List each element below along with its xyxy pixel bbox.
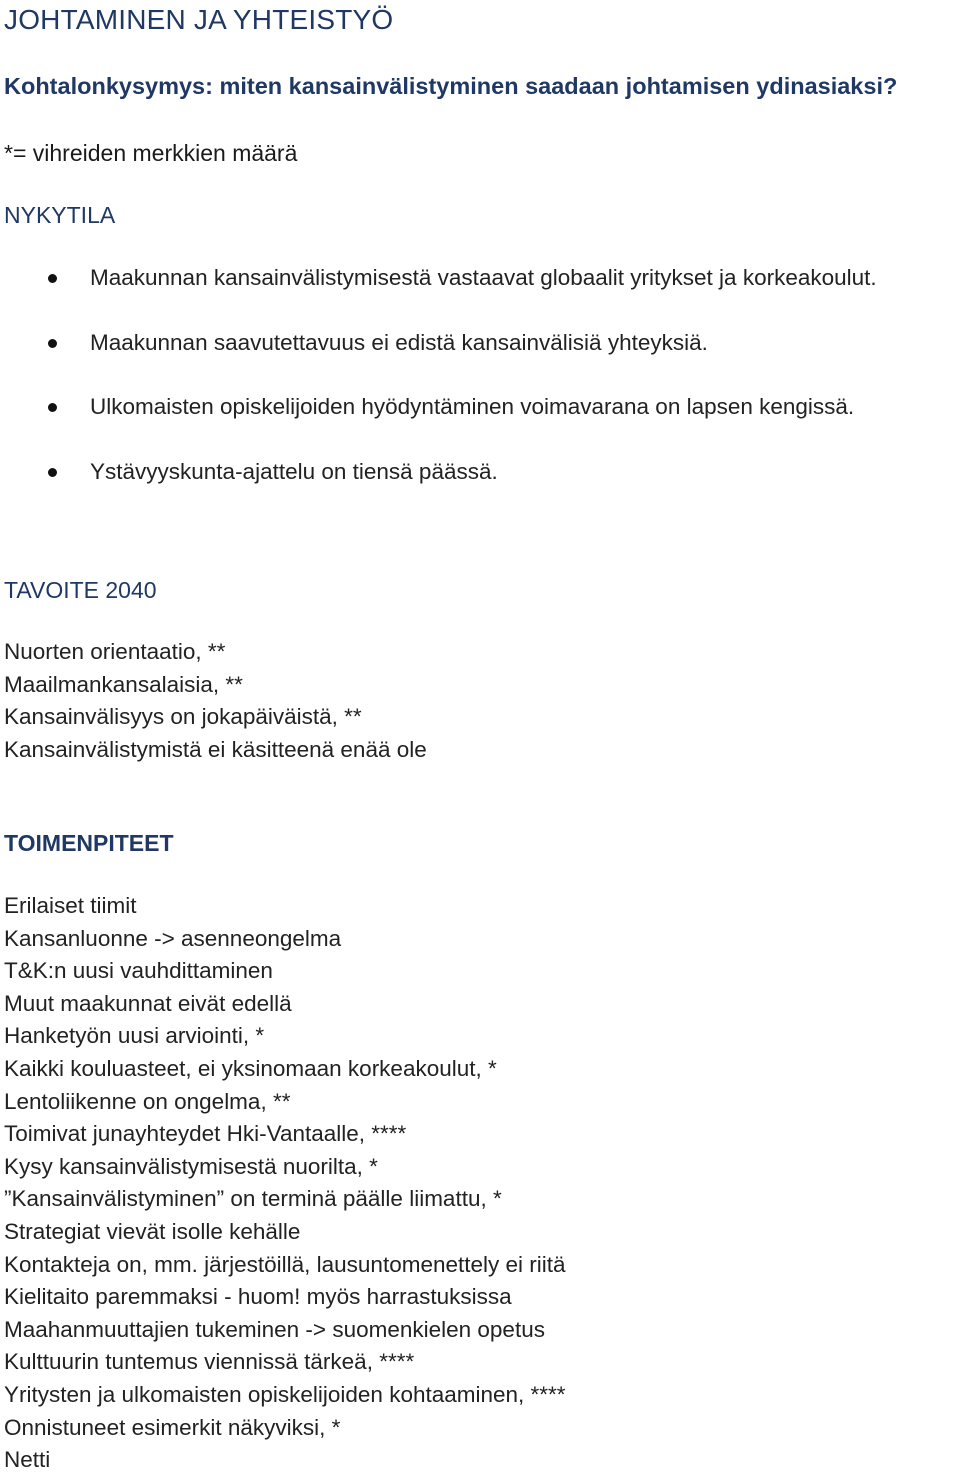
list-item: Netti: [4, 1447, 51, 1473]
goal-list: [4, 636, 427, 766]
list-item: [4, 392, 877, 457]
bullet-icon: [48, 274, 57, 283]
list-item-text: Ystävyyskunta-ajattelu on tiensä päässä.: [90, 458, 498, 484]
list-item: Maailmankansalaisia, **: [4, 671, 243, 697]
list-item: [4, 457, 877, 522]
list-item: Kansainvälisyys on jokapäiväistä, **: [4, 704, 362, 730]
list-item: Strategiat vievät isolle kehälle: [4, 1218, 301, 1244]
legend-note: *= vihreiden merkkien määrä: [4, 140, 298, 166]
list-item-text: Maakunnan saavutettavuus ei edistä kansainvälisiä yhteyksiä.: [90, 329, 708, 355]
key-question: Kohtalonkysymys: miten kansainvälistyminen saadaan johtamisen ydinasiaksi?: [4, 73, 898, 99]
list-item-text: Maakunnan kansainvälistymisestä vastaavat globaalit yritykset ja korkeakoulut.: [90, 265, 877, 290]
list-item: Kulttuurin tuntemus viennissä tärkeä, ****: [4, 1349, 415, 1375]
list-item: Nuorten orientaatio, **: [4, 639, 226, 664]
list-item: Kontakteja on, mm. järjestöillä, lausuntomenettely ei riitä: [4, 1251, 566, 1277]
current-state-list: [4, 263, 877, 521]
list-item: Hanketyön uusi arviointi, *: [4, 1023, 265, 1049]
list-item: Yritysten ja ulkomaisten opiskelijoiden kohtaaminen, ****: [4, 1381, 566, 1407]
list-item: Lentoliikenne on ongelma, **: [4, 1088, 291, 1114]
list-item: Erilaiset tiimit: [4, 893, 137, 918]
bullet-icon: [48, 468, 57, 477]
section-heading-actions: TOIMENPITEET: [4, 830, 174, 856]
list-item: ”Kansainvälistyminen” on terminä päälle liimattu, *: [4, 1186, 502, 1212]
list-item: Kansanluonne -> asenneongelma: [4, 925, 342, 951]
list-item: Toimivat junayhteydet Hki-Vantaalle, ****: [4, 1121, 407, 1147]
list-item: [4, 328, 877, 393]
section-heading-goal: TAVOITE 2040: [4, 577, 157, 603]
list-item: Onnistuneet esimerkit näkyviksi, *: [4, 1414, 341, 1440]
list-item-text: Ulkomaisten opiskelijoiden hyödyntäminen voimavarana on lapsen kengissä.: [90, 394, 855, 419]
actions-list: [4, 890, 566, 1477]
bullet-icon: [48, 403, 57, 412]
list-item: [4, 263, 877, 328]
bullet-icon: [48, 339, 57, 348]
list-item: Maahanmuuttajien tukeminen -> suomenkielen opetus: [4, 1316, 545, 1342]
section-heading-current: NYKYTILA: [4, 202, 116, 228]
list-item: T&K:n uusi vauhdittaminen: [4, 958, 273, 984]
list-item: Kaikki kouluasteet, ei yksinomaan korkeakoulut, *: [4, 1055, 497, 1081]
list-item: Kansainvälistymistä ei käsitteenä enää ole: [4, 736, 427, 762]
list-item: Muut maakunnat eivät edellä: [4, 990, 292, 1016]
list-item: Kysy kansainvälistymisestä nuorilta, *: [4, 1153, 378, 1179]
list-item: Kielitaito paremmaksi - huom! myös harrastuksissa: [4, 1284, 512, 1310]
document-title: JOHTAMINEN JA YHTEISTYÖ: [4, 4, 394, 35]
